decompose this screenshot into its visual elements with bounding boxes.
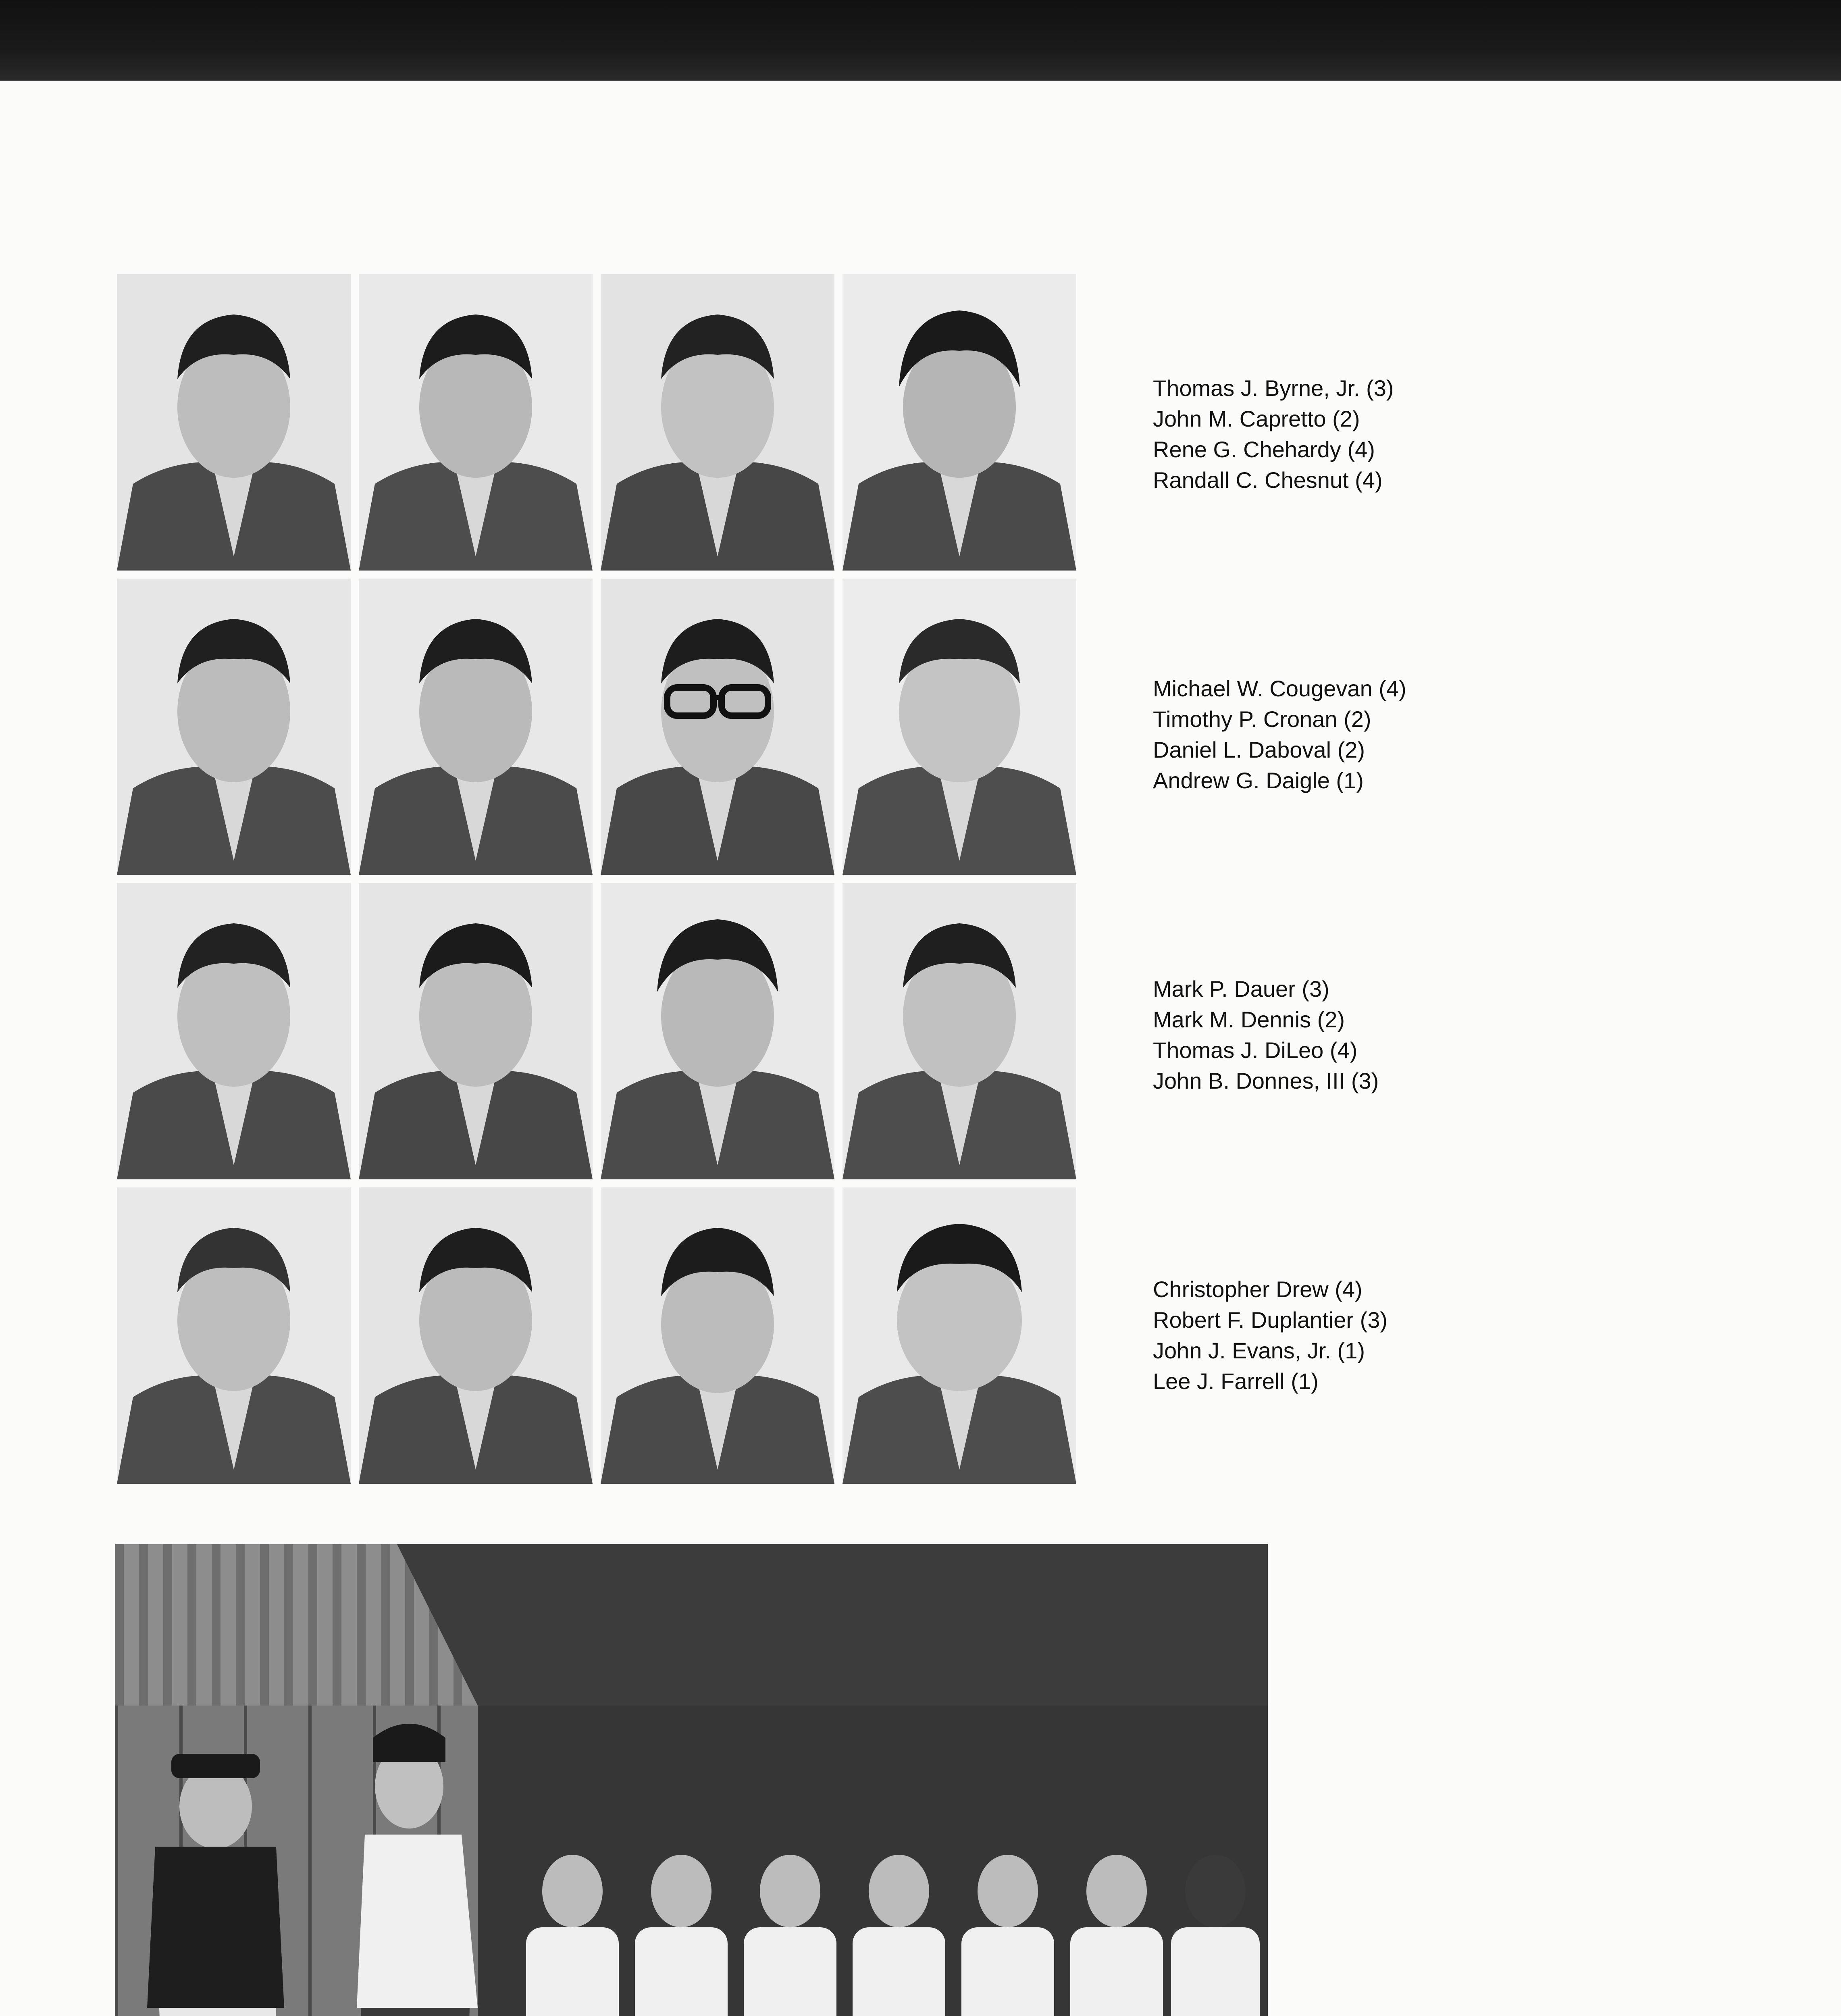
student-name: Mark M. Dennis (2) [1153, 1007, 1345, 1032]
portrait-photo [842, 274, 1076, 571]
portrait-photo [359, 1187, 593, 1484]
student-name: John M. Capretto (2) [1153, 406, 1360, 431]
portrait-photo [117, 883, 351, 1179]
student-name: Mark P. Dauer (3) [1153, 976, 1329, 1002]
name-caption-row-4 [1153, 1274, 1717, 1397]
student-name: Lee J. Farrell (1) [1153, 1368, 1319, 1394]
dugout-scene-photo [115, 1544, 1268, 2016]
portrait-photo [117, 1187, 351, 1484]
student-name: Christopher Drew (4) [1153, 1277, 1363, 1302]
portrait-photo [842, 1187, 1076, 1484]
portrait-photo [117, 274, 351, 571]
portrait-photo [601, 1187, 834, 1484]
portrait-photo [842, 883, 1076, 1179]
portrait-photo [601, 579, 834, 875]
student-name: Robert F. Duplantier (3) [1153, 1307, 1388, 1333]
portrait-photo [601, 883, 834, 1179]
student-name: Thomas J. DiLeo (4) [1153, 1037, 1358, 1063]
student-name: Timothy P. Cronan (2) [1153, 706, 1371, 732]
portrait-grid [117, 274, 1084, 1484]
portrait-photo [842, 579, 1076, 875]
portrait-photo [601, 274, 834, 571]
student-name: Rene G. Chehardy (4) [1153, 437, 1375, 462]
portrait-photo [359, 579, 593, 875]
scan-top-border [0, 0, 1841, 81]
student-name: John J. Evans, Jr. (1) [1153, 1338, 1365, 1363]
name-caption-row-1 [1153, 373, 1717, 496]
name-caption-row-2 [1153, 673, 1717, 796]
student-name: John B. Donnes, III (3) [1153, 1068, 1379, 1093]
portrait-photo [359, 883, 593, 1179]
portrait-photo [359, 274, 593, 571]
student-name: Andrew G. Daigle (1) [1153, 768, 1364, 793]
student-name: Randall C. Chesnut (4) [1153, 467, 1383, 493]
name-caption-row-3 [1153, 974, 1717, 1096]
student-name: Daniel L. Daboval (2) [1153, 737, 1365, 762]
student-name: Michael W. Cougevan (4) [1153, 676, 1406, 701]
portrait-photo [117, 579, 351, 875]
student-name: Thomas J. Byrne, Jr. (3) [1153, 375, 1394, 401]
